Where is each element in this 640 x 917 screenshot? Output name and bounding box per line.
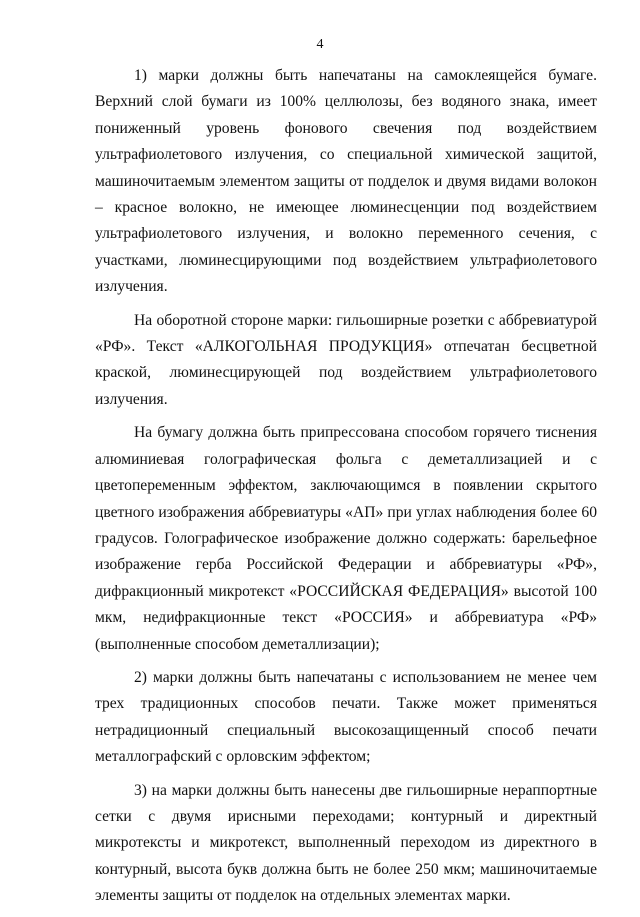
- paragraph-label-paper: 1) марки должны быть напечатаны на самоклеящейся бумаге. Верхний слой бумаги из 100% целлюлозы, без водяного знака, имеет пониженный уровень фонового свечения под воздействием ультрафиолетового излучения, со специальной химической защитой, машиночитаемым элементом защиты от подделок и двумя видами волокон – красное волокно, не имеющее люминесценции под воздействием ультрафиолетового излучения, и волокно переменного сечения, с участками, люминесцирующими под воздействием ультрафиолетового излучения.: [95, 67, 597, 296]
- paragraph-holographic-foil: На бумагу должна быть припрессована способом горячего тиснения алюминиевая голографическая фольга с деметаллизацией и с цветопеременным эффектом, заключающимся в появлении скрытого цветного изображения аббревиатуры «АП» при углах наблюдения более 60 градусов. Голографическое изображение должно содержать: барельефное изображение герба Российской Федерации и аббревиатуры «РФ», дифракционный микротекст «РОССИЙСКАЯ ФЕДЕРАЦИЯ» высотой 100 мкм, недифракционные текст «РОССИЯ» и аббревиатура «РФ» (выполненные способом деметаллизации);: [95, 424, 597, 653]
- paragraph-guilloche-grids: 3) на марки должны быть нанесены две гильоширные нераппортные сетки с двумя ирисными переходами; контурный и директный микротексты и микротекст, выполненный переходом из директного в контурный, высота букв должна быть не более 250 мкм; машиночитаемые элементы защиты от подделок на отдельных элементах марки.: [95, 781, 597, 905]
- page-number: 4: [316, 37, 324, 52]
- document-body: [95, 63, 597, 917]
- paragraph-reverse-side: На оборотной стороне марки: гильоширные розетки с аббревиатурой «РФ». Текст «АЛКОГОЛЬНАЯ ПРОДУКЦИЯ» отпечатан бесцветной краской, люминесцирующей под воздействием ультрафиолетового излучения.: [95, 311, 597, 408]
- paragraph-printing-methods: 2) марки должны быть напечатаны с использованием не менее чем трех традиционных способов печати. Также может применяться нетрадиционный специальный высокозащищенный способ печати металлографский с орловским эффектом;: [95, 668, 597, 766]
